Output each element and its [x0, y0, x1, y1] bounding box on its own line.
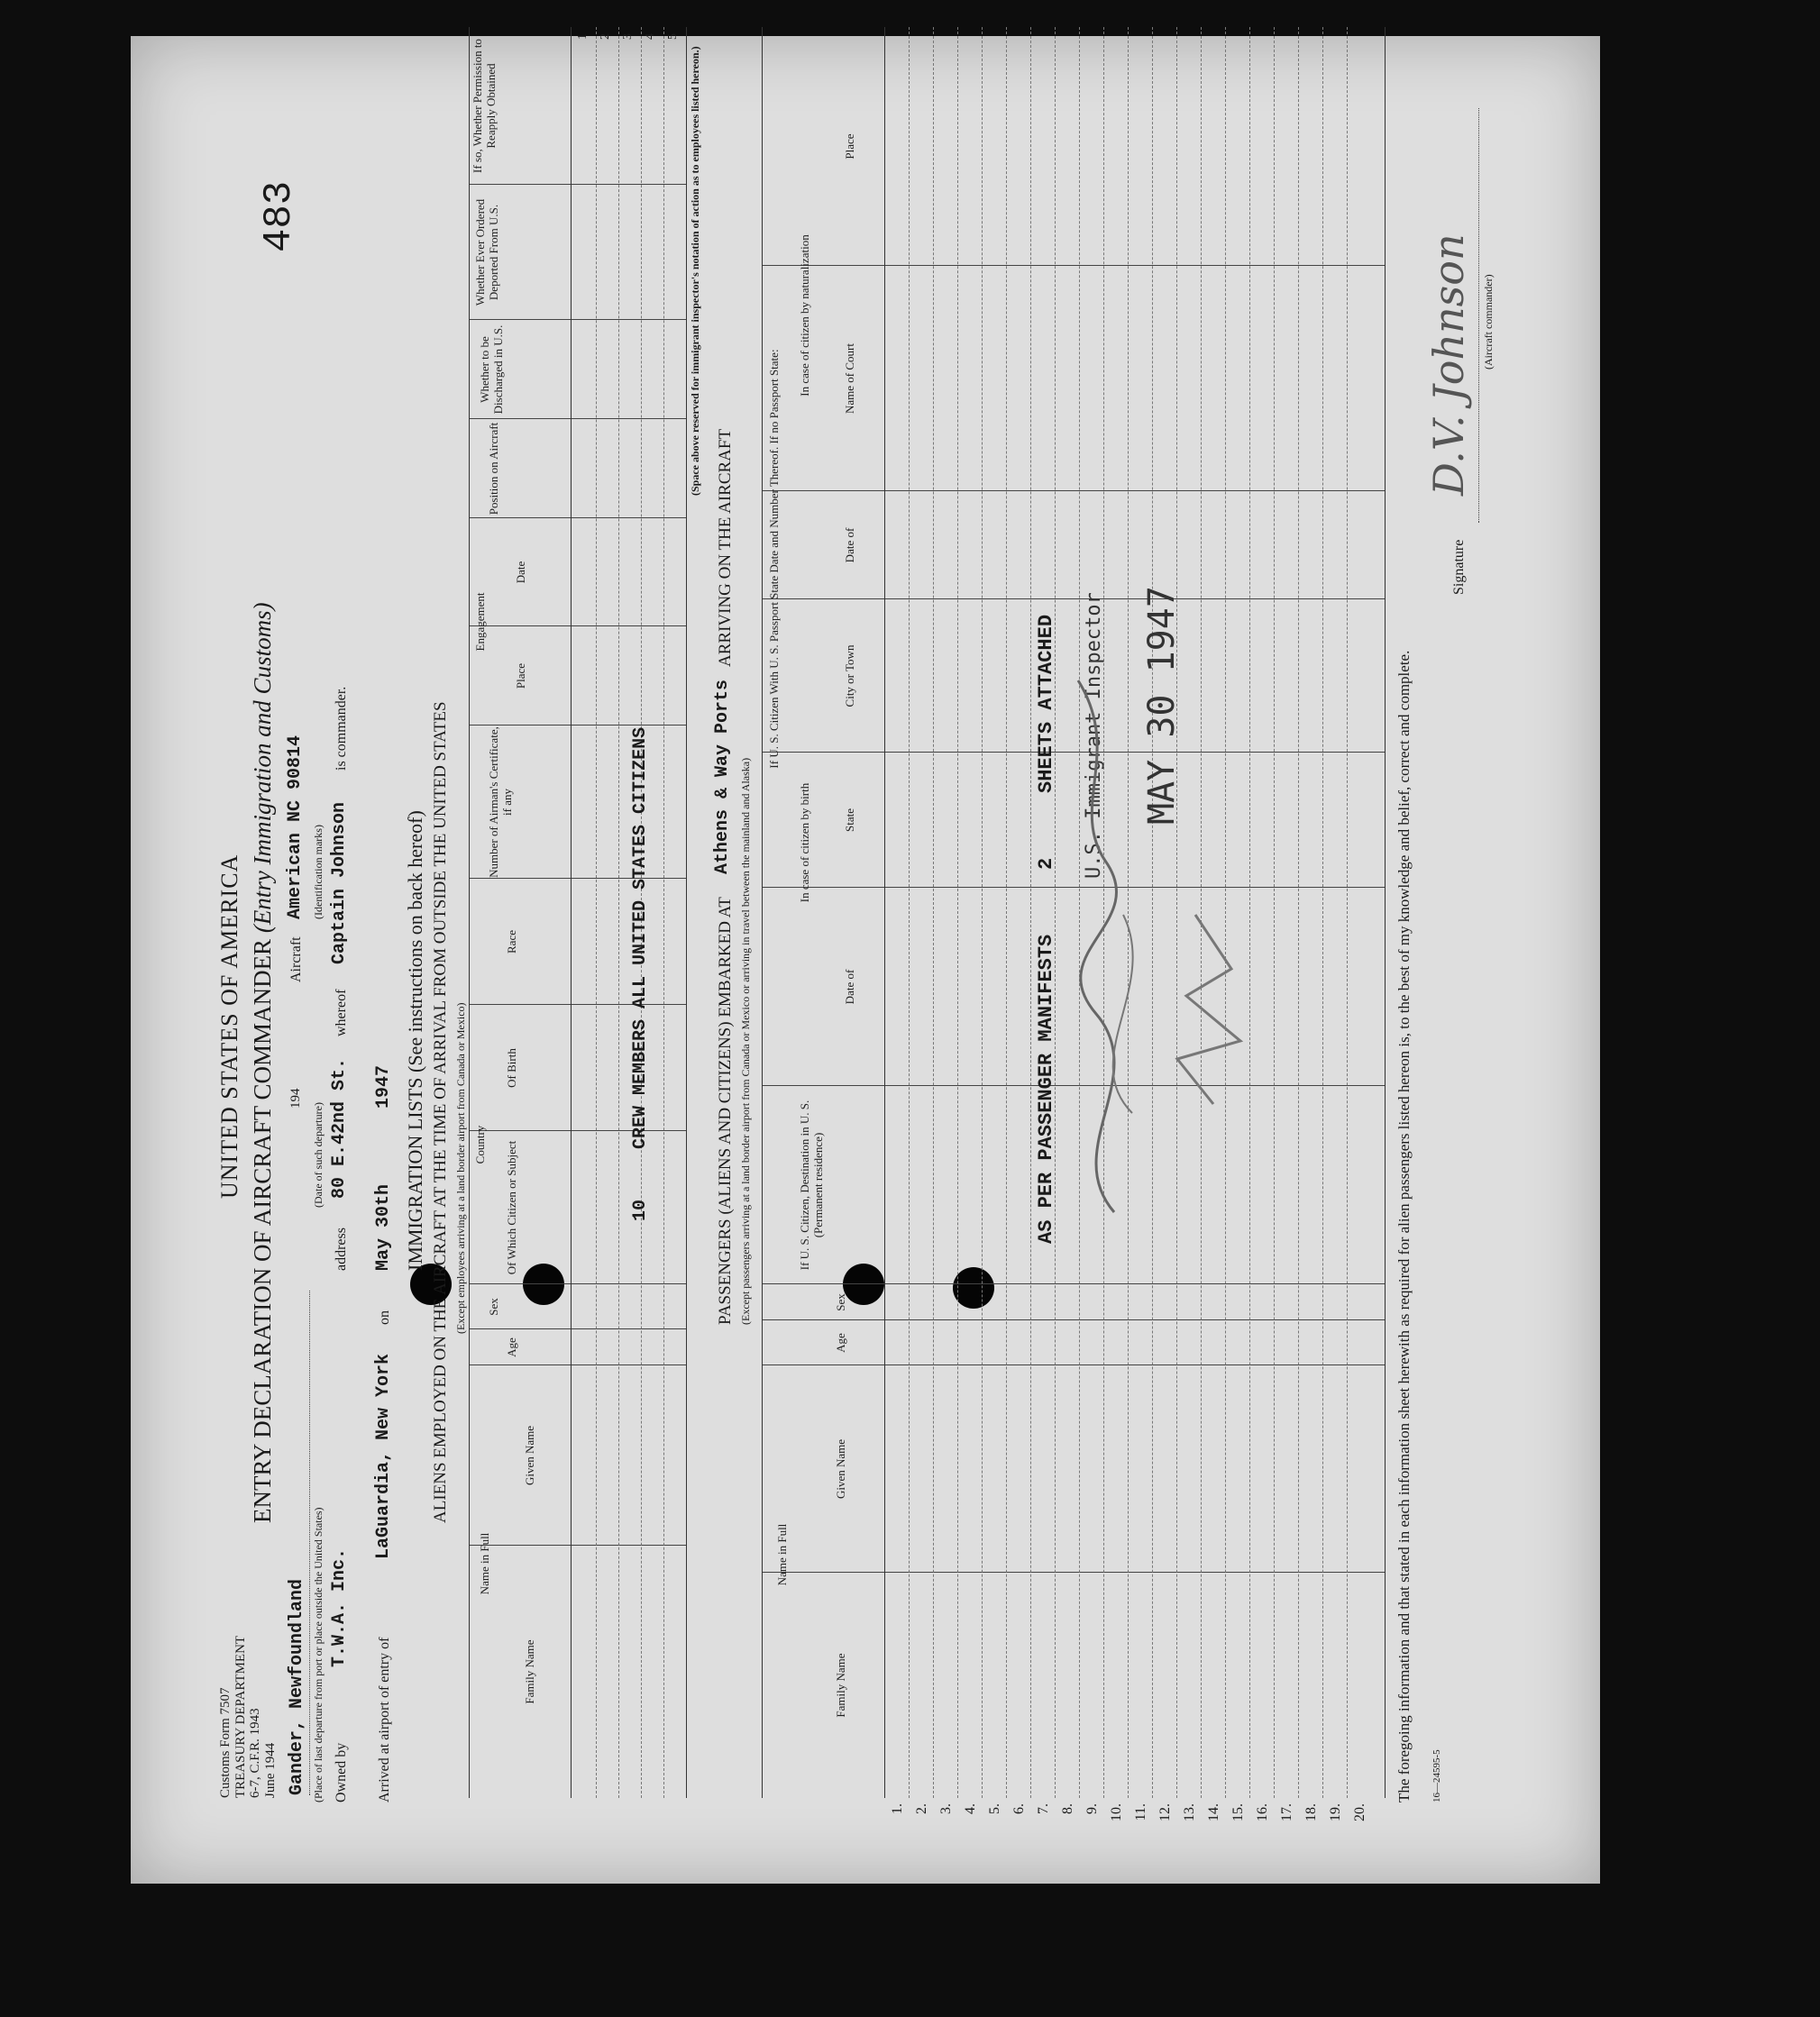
crew-note: CREW MEMBERS ALL UNITED STATES CITIZENS	[630, 726, 651, 1149]
whereof-label: whereof	[334, 989, 349, 1036]
crew-line-number: 3	[621, 33, 635, 40]
crew-line-number: 2	[599, 33, 612, 40]
row-number: 10.	[1109, 1803, 1124, 1821]
row-number: 3.	[938, 1803, 954, 1814]
pass-header-birth: In case of citizen by birth	[798, 782, 811, 903]
manifest-note: AS PER PASSENGER MANIFESTS	[1035, 934, 1057, 1244]
pass-header-city: City or Town	[843, 644, 856, 707]
date-stamp: MAY 30 1947	[1141, 586, 1183, 825]
crew-header-cert: Number of Airman's Certificate, if any	[487, 726, 514, 878]
inspector-stamp: U.S. Immigrant Inspector	[1083, 592, 1105, 879]
pass-header-court: Name of Court	[843, 343, 856, 414]
pass-header-given: Given Name	[834, 1438, 847, 1500]
date-caption: (Date of such departure)	[312, 1102, 325, 1208]
row-number: 12.	[1157, 1803, 1173, 1821]
row-number: 5.	[987, 1803, 1002, 1814]
commander-suffix: is commander.	[334, 686, 349, 771]
row-number: 8.	[1060, 1803, 1075, 1814]
signature-line	[1478, 108, 1479, 523]
crew-header-family: Family Name	[523, 1639, 536, 1704]
crew-header-country: Country	[473, 1125, 487, 1164]
aliens-title: ALIENS EMPLOYED ON THE AIRCRAFT AT THE TIME OF ARRIVAL FROM OUTSIDE THE UNITED STATES	[431, 701, 450, 1523]
crew-header-permission: If so, Whether Permission to Reapply Obtained	[471, 39, 498, 173]
crew-header-name: Name in Full	[478, 1532, 491, 1595]
crew-header-birth: Of Birth	[505, 1048, 518, 1088]
row-number: 6.	[1011, 1803, 1027, 1814]
aliens-note: (Except employees arriving at a land border airport from Canada or Mexico)	[454, 1002, 467, 1334]
crew-header-given: Given Name	[523, 1425, 536, 1486]
pass-header-name: Name in Full	[775, 1523, 789, 1586]
owner-address: 80 E.42nd St.	[329, 1057, 350, 1199]
row-number: 16.	[1255, 1803, 1270, 1821]
form-identification	[218, 1636, 278, 1798]
departure-underline	[309, 1291, 310, 1795]
row-number: 17.	[1279, 1803, 1294, 1821]
address-label: address	[334, 1228, 349, 1271]
crew-line-number: 1	[576, 33, 590, 40]
pass-header-passport: If U. S. Citizen With U. S. Passport State Date and Number Thereof. If no Passport State:	[767, 349, 781, 769]
row-number: 4.	[963, 1803, 978, 1814]
passengers-note: (Except passengers arriving at a land border airport from Canada or Mexico or arriving in travel between the mainland and Alaska)	[739, 757, 752, 1325]
immigration-title: IMMIGRATION LISTS (See instructions on back hereof)	[404, 810, 426, 1271]
form-cfr: 6-7, C.F.R. 1943	[248, 1708, 262, 1798]
crew-line-number: 4	[644, 33, 657, 40]
pass-header-destination: If U. S. Citizen, Destination in U. S. (Permanent residence)	[798, 1100, 825, 1271]
form-name: Customs Form 7507	[218, 1687, 233, 1798]
crew-header-position: Position on Aircraft	[487, 422, 500, 516]
crew-header-deported: Whether Ever Ordered Deported From U.S.	[473, 198, 500, 306]
crew-header-date: Date	[514, 561, 527, 584]
crew-header-citizen: Of Which Citizen or Subject	[505, 1140, 518, 1275]
on-label: on	[377, 1310, 392, 1325]
crew-header-age: Age	[505, 1337, 518, 1357]
crew-header-place: Place	[514, 662, 527, 689]
arriving-title: ARRIVING ON THE AIRCRAFT	[716, 428, 735, 667]
row-number: 2.	[914, 1803, 929, 1814]
arrival-place: LaGuardia, New York	[373, 1353, 394, 1559]
form-dept: TREASURY DEPARTMENT	[233, 1635, 248, 1798]
row-number: 18.	[1303, 1803, 1319, 1821]
form-title	[249, 602, 277, 1523]
handwritten-mark	[1159, 897, 1258, 1113]
aircraft-caption: (Identification marks)	[312, 825, 325, 919]
crew-header-race: Race	[505, 930, 518, 954]
arrival-date: May 30th	[373, 1183, 394, 1271]
signature-label: Signature	[1451, 539, 1467, 595]
sheets-attached: SHEETS ATTACHED	[1035, 614, 1057, 793]
row-number: 7.	[1036, 1803, 1051, 1814]
crew-line-number: 5	[666, 33, 680, 40]
print-code: 16—24595-5	[1431, 1749, 1442, 1803]
departure-place: Gander, Newfoundland	[287, 1578, 307, 1795]
pass-header-place: Place	[843, 133, 856, 160]
country-heading: UNITED STATES OF AMERICA	[216, 853, 242, 1199]
sheets-count: 2	[1035, 857, 1057, 870]
reserved-note: (Space above reserved for immigrant inspector's notation of action as to employees listed hereon.)	[689, 46, 701, 496]
crew-count: 10	[630, 1199, 651, 1221]
declaration-text: The foregoing information and that stated in each information sheet herewith as required for alien passengers listed hereon is, to the best of my knowledge and belief, correct and complete.	[1395, 650, 1413, 1803]
departure-year: 194	[288, 1088, 303, 1109]
arrival-year: 1947	[373, 1064, 394, 1109]
pass-header-date-birth: Date of	[843, 969, 856, 1005]
row-number: 9.	[1084, 1803, 1100, 1814]
passengers-title: PASSENGERS (ALIENS AND CITIZENS) EMBARKED AT	[716, 897, 735, 1325]
pass-header-naturalization: In case of citizen by naturalization	[798, 234, 811, 397]
pass-header-sex: Sex	[834, 1293, 847, 1311]
rotated-form	[153, 33, 1578, 1902]
commander-signature: D.V. Johnson	[1424, 233, 1473, 496]
signature-caption: (Aircraft commander)	[1482, 274, 1495, 370]
row-number: 15.	[1230, 1803, 1246, 1821]
pass-header-state: State	[843, 808, 856, 832]
title-text: ENTRY DECLARATION OF AIRCRAFT COMMANDER	[249, 938, 276, 1523]
pass-header-date-nat: Date of	[843, 527, 856, 563]
subtitle-text: (Entry Immigration and Customs)	[249, 602, 276, 934]
crew-table	[469, 27, 687, 1798]
owner-value: T.W.A. Inc.	[329, 1547, 350, 1667]
crew-header-discharged: Whether to be Discharged in U.S.	[478, 324, 505, 415]
row-number: 14.	[1206, 1803, 1221, 1821]
pass-header-age: Age	[834, 1333, 847, 1353]
aircraft-id: American NC 90814	[285, 735, 306, 919]
aircraft-label: Aircraft	[288, 936, 304, 982]
inspector-initials-scribble	[1042, 662, 1168, 1221]
passenger-table	[762, 27, 1386, 1821]
crew-header-sex: Sex	[487, 1298, 500, 1316]
row-number: 1.	[890, 1803, 905, 1814]
row-number: 11.	[1133, 1803, 1148, 1821]
pass-header-family: Family Name	[834, 1653, 847, 1718]
crew-header-engagement: Engagement	[473, 592, 487, 652]
embarked-at: Athens & Way Ports	[712, 679, 733, 874]
manifest-number: 483	[257, 180, 302, 252]
row-number: 20.	[1352, 1803, 1367, 1821]
departure-caption: (Place of last departure from port or place outside the United States)	[312, 1507, 325, 1803]
owner-label: Owned by	[334, 1742, 349, 1803]
row-number: 13.	[1182, 1803, 1197, 1821]
commander-name: Captain Johnson	[329, 801, 350, 964]
row-number: 19.	[1328, 1803, 1343, 1821]
form-date: June 1944	[262, 1742, 278, 1798]
arrival-label: Arrived at airport of entry of	[377, 1637, 392, 1803]
